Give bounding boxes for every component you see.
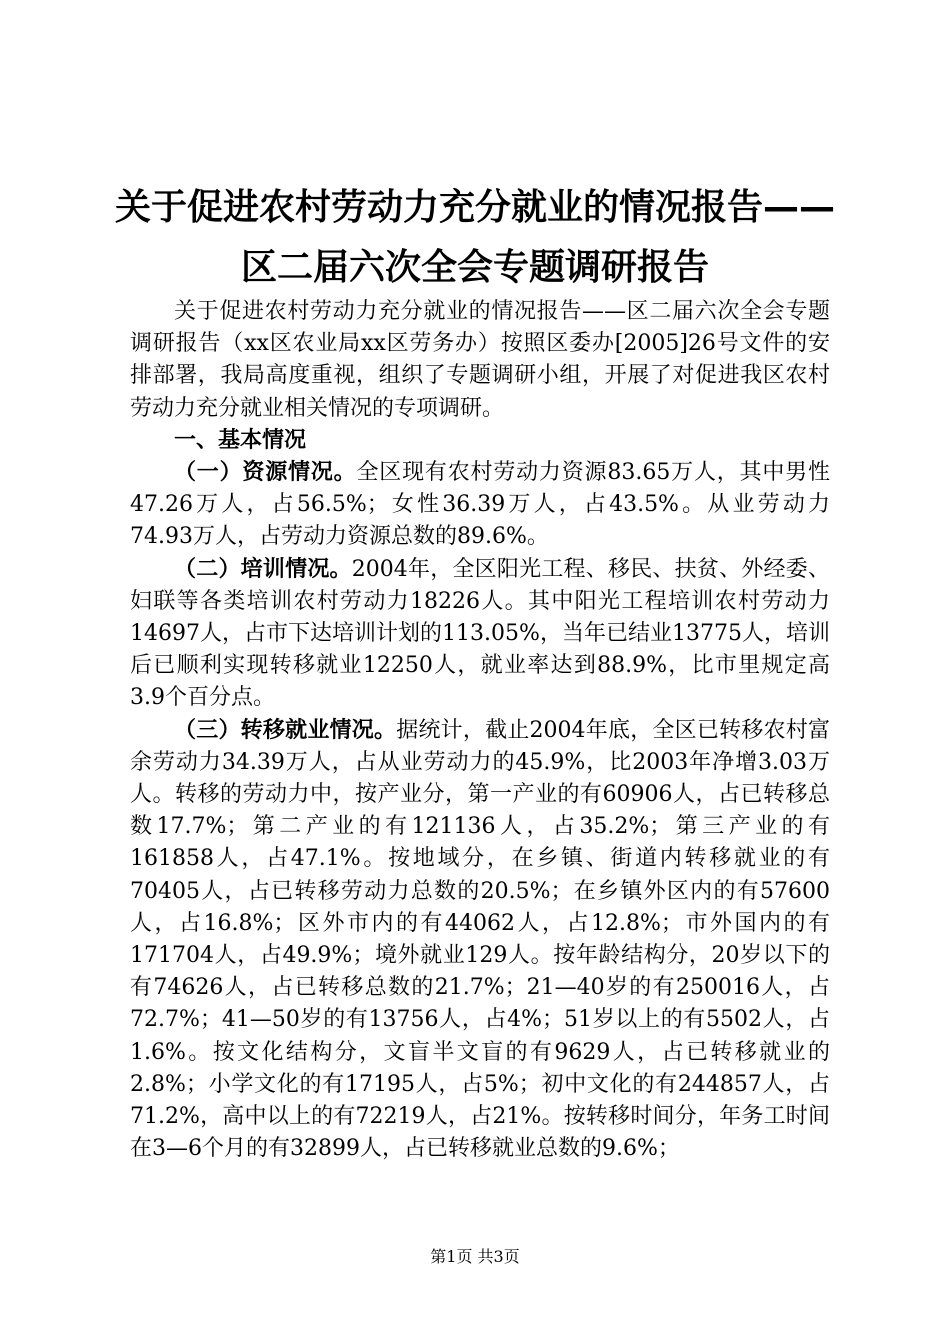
paragraph-resources-lead: （一）资源情况。: [174, 460, 357, 486]
document-title-line-2: 区二届六次全会专题调研报告: [240, 247, 709, 288]
paragraph-resources: [130, 457, 830, 554]
paragraph-training: [130, 554, 830, 715]
intro-paragraph: 关于促进农村劳动力充分就业的情况报告——区二届六次全会专题调研报告（xx区农业局xx区劳务办）按照区委办[2005]26号文件的安排部署，我局高度重视，组织了专题调研小组，开展了对促进我区农村劳动力充分就业相关情况的专项调研。: [130, 299, 830, 421]
paragraph-transfer-text: 据统计，截止2004年底，全区已转移农村富余劳动力34.39万人，占从业劳动力的45.9%，比2003年净增3.03万人。转移的劳动力中，按产业分，第一产业的有60906人，占已转移总数17.7%；第二产业的有121136人，占35.2%；第三产业的有161858人，占47.1%。按地域分，在乡镇、街道内转移就业的有70405人，占已转移劳动力总数的20.5%；在乡镇外区内的有57600人，占16.8%；区外市内的有44062人，占12.8%；市外国内的有171704人，占49.9%；境外就业129人。按年龄结构分，20岁以下的有74626人，占已转移总数的21.7%；21—40岁的有250016人，占72.7%；41—50岁的有13756人，占4%；51岁以上的有5502人，占1.6%。按文化结构分，文盲半文盲的有9629人，占已转移就业的2.8%；小学文化的有17195人，占5%；初中文化的有244857人，占71.2%，高中以上的有72219人，占21%。按转移时间分，年务工时间在3—6个月的有32899人，占已转移就业总数的9.6%；: [130, 717, 830, 1162]
paragraph-resources-text: 全区现有农村劳动力资源83.65万人，其中男性47.26万人，占56.5%；女性36.39万人，占43.5%。从业劳动力74.93万人，占劳动力资源总数的89.6%。: [130, 460, 830, 550]
paragraph-transfer: [130, 715, 830, 1166]
document-title-line-1: 关于促进农村劳动力充分就业的情况报告——: [114, 187, 835, 228]
page-footer: 第1页 共3页: [430, 1247, 520, 1266]
paragraph-transfer-lead: （三）转移就业情况。: [174, 717, 397, 743]
section-heading-basic: 一、基本情况: [174, 427, 307, 453]
paragraph-training-lead: （二）培训情况。: [174, 556, 352, 582]
paragraph-training-text: 2004年，全区阳光工程、移民、扶贫、外经委、妇联等各类培训农村劳动力18226人。其中阳光工程培训农村劳动力14697人，占市下达培训计划的113.05%，当年已结业13775人，培训后已顺利实现转移就业12250人，就业率达到88.9%，比市里规定高3.9个百分点。: [130, 556, 830, 711]
document-body: [130, 296, 830, 1165]
